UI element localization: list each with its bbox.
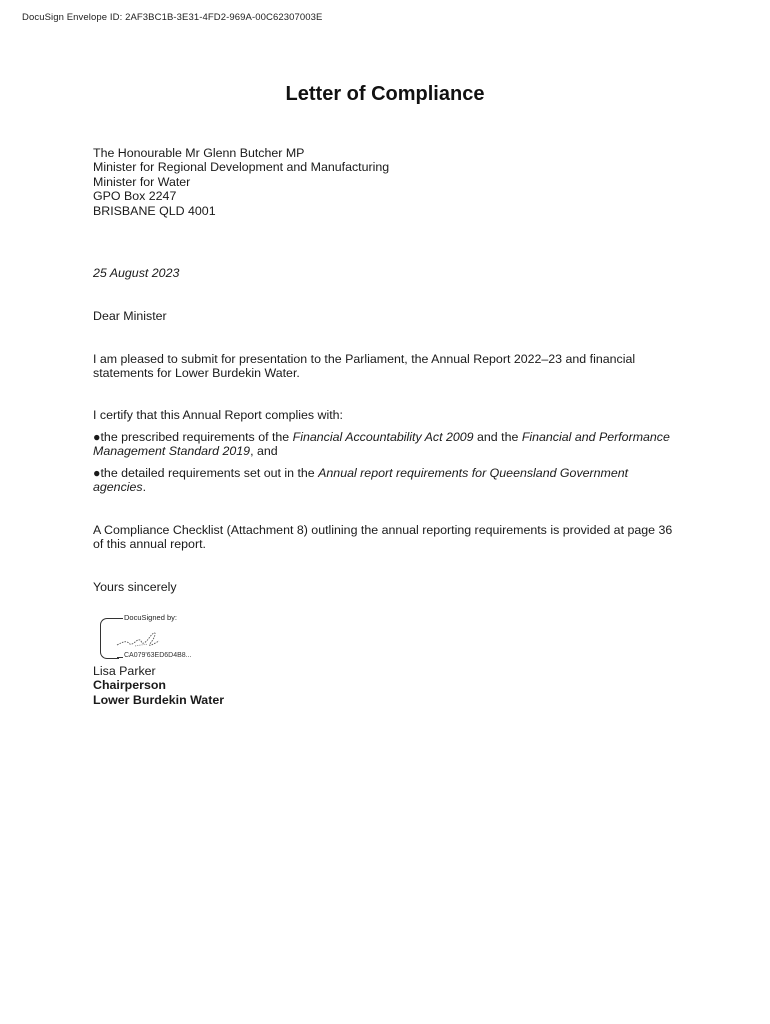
certify-intro: I certify that this Annual Report complies with: <box>93 408 343 422</box>
recipient-role-2: Minister for Water <box>93 174 191 189</box>
bullet-icon: ● <box>93 466 101 480</box>
bullet-item-1: ●the prescribed requirements of the Financial Accountability Act 2009 and the Financial and Performance Management Standard 2019, and <box>93 430 670 459</box>
signatory-organisation: Lower Burdekin Water <box>93 692 225 707</box>
bullet-icon: ● <box>93 430 101 444</box>
signature-bracket-bottom <box>117 657 123 658</box>
docusign-envelope-id: DocuSign Envelope ID: 2AF3BC1B-3E31-4FD2-969A-00C62307003E <box>22 12 323 23</box>
paragraph-submission: I am pleased to submit for presentation to the Parliament, the Annual Report 2022–23 and financial statements for Lower Burdekin Water. <box>93 352 636 381</box>
docusign-signature-box <box>93 612 203 662</box>
salutation: Dear Minister <box>93 309 167 323</box>
signatory-position: Chairperson <box>93 678 166 693</box>
recipient-address-1: GPO Box 2247 <box>93 189 177 204</box>
recipient-address-2: BRISBANE QLD 4001 <box>93 203 216 218</box>
handwritten-signature <box>115 628 161 650</box>
signatory-block <box>93 664 673 707</box>
closing: Yours sincerely <box>93 580 177 594</box>
bullet-item-2: ●the detailed requirements set out in the Annual report requirements for Queensland Government agencies. <box>93 466 629 495</box>
paragraph-checklist: A Compliance Checklist (Attachment 8) outlining the annual reporting requirements is provided at page 36 of this annual report. <box>93 523 673 552</box>
signatory-name: Lisa Parker <box>93 664 156 678</box>
page-title: Letter of Compliance <box>285 83 485 105</box>
recipient-address <box>93 146 673 218</box>
recipient-name: The Honourable Mr Glenn Butcher MP <box>93 146 305 160</box>
signature-code: CA079'63ED6D4B8... <box>124 652 192 659</box>
recipient-role-1: Minister for Regional Development and Manufacturing <box>93 160 390 175</box>
signature-bracket-top <box>117 618 123 619</box>
docusigned-by-label: DocuSigned by: <box>124 613 177 622</box>
letter-date: 25 August 2023 <box>93 266 180 280</box>
